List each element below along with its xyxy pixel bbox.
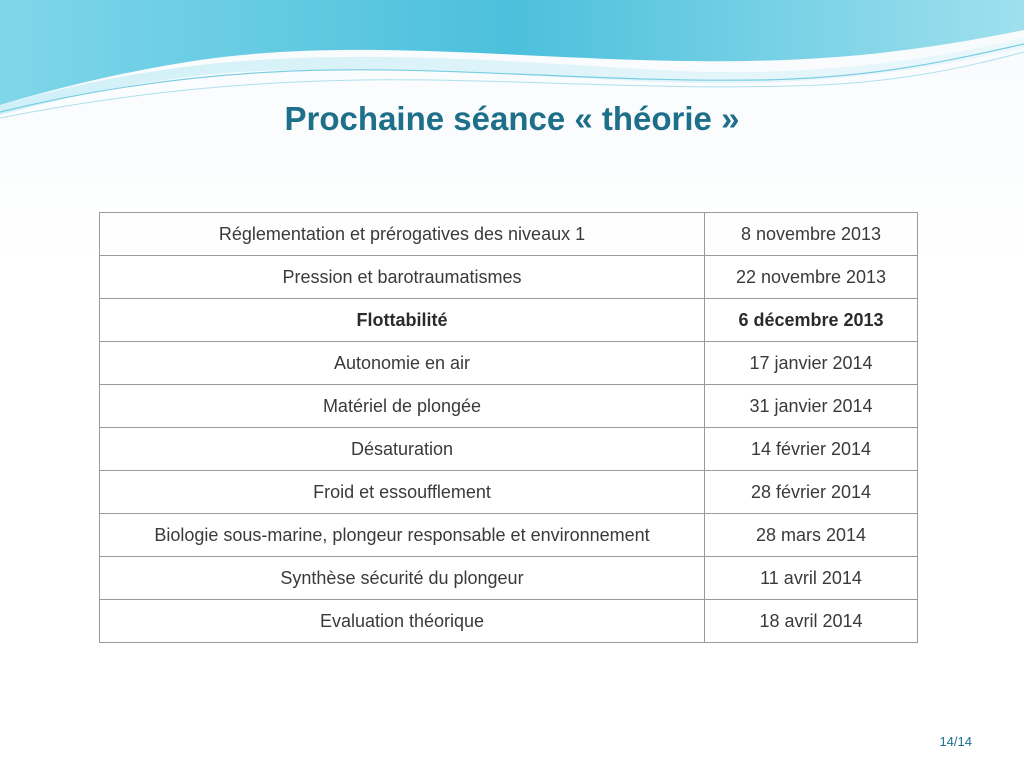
- schedule-table: [99, 212, 918, 643]
- table-row-highlighted: [100, 299, 918, 342]
- subject-cell: Evaluation théorique: [100, 600, 705, 643]
- table-row: [100, 213, 918, 256]
- table-row: [100, 385, 918, 428]
- subject-cell: Synthèse sécurité du plongeur: [100, 557, 705, 600]
- date-cell: 18 avril 2014: [705, 600, 918, 643]
- slide-title: Prochaine séance « théorie »: [284, 100, 740, 137]
- subject-cell: Désaturation: [100, 428, 705, 471]
- date-cell: 6 décembre 2013: [705, 299, 918, 342]
- subject-cell: Réglementation et prérogatives des niveaux 1: [100, 213, 705, 256]
- subject-cell: Autonomie en air: [100, 342, 705, 385]
- table-row: [100, 600, 918, 643]
- date-cell: 22 novembre 2013: [705, 256, 918, 299]
- date-cell: 28 mars 2014: [705, 514, 918, 557]
- date-cell: 8 novembre 2013: [705, 213, 918, 256]
- date-cell: 28 février 2014: [705, 471, 918, 514]
- subject-cell: Pression et barotraumatismes: [100, 256, 705, 299]
- table-row: [100, 557, 918, 600]
- table-row: [100, 471, 918, 514]
- table-row: [100, 256, 918, 299]
- schedule-body: [100, 213, 918, 643]
- subject-cell: Froid et essoufflement: [100, 471, 705, 514]
- date-cell: 11 avril 2014: [705, 557, 918, 600]
- table-row: [100, 342, 918, 385]
- date-cell: 14 février 2014: [705, 428, 918, 471]
- subject-cell: Biologie sous-marine, plongeur responsable et environnement: [100, 514, 705, 557]
- page-number: 14/14: [939, 734, 972, 749]
- table-row: [100, 428, 918, 471]
- subject-cell: Flottabilité: [100, 299, 705, 342]
- subject-cell: Matériel de plongée: [100, 385, 705, 428]
- date-cell: 31 janvier 2014: [705, 385, 918, 428]
- date-cell: 17 janvier 2014: [705, 342, 918, 385]
- table-row: [100, 514, 918, 557]
